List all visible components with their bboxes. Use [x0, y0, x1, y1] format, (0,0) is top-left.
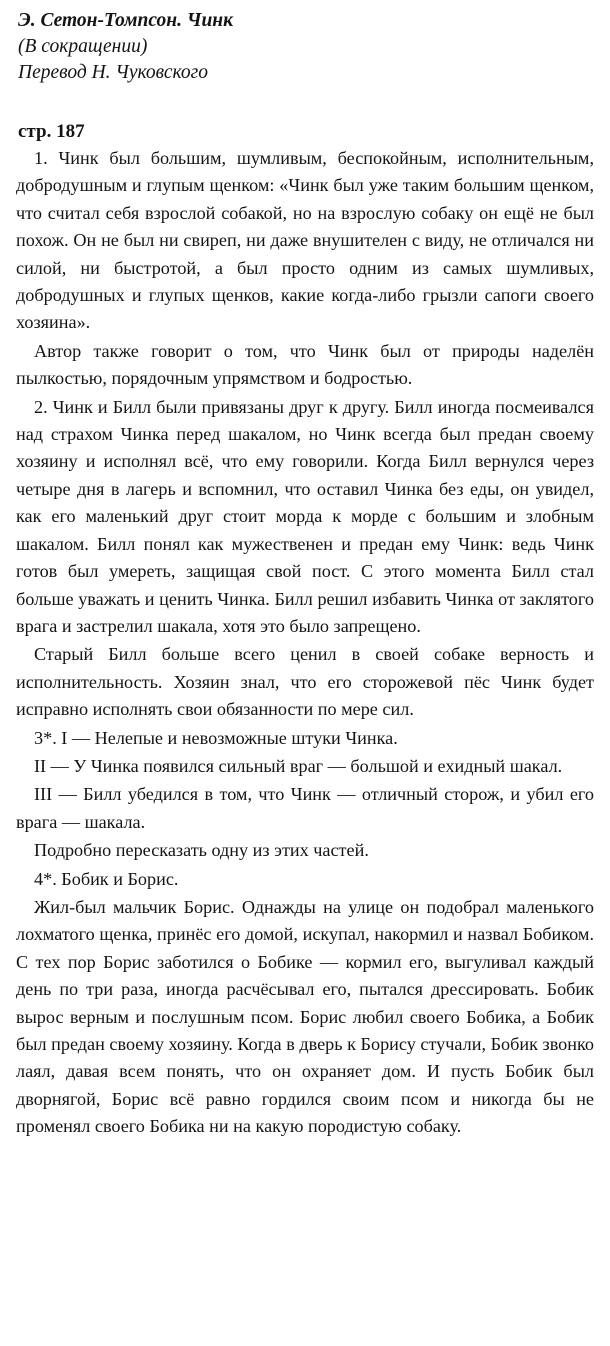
paragraph-6: II — У Чинка появился сильный враг — большой и ехидный шакал.: [34, 755, 563, 776]
translator-note: Перевод Н. Чуковского: [18, 62, 208, 83]
paragraph-2: Автор также говорит о том, что Чинк был от природы наделён пылкостью, порядочным упрямством и бодростью.: [16, 340, 594, 389]
paragraph-5: 3*. I — Нелепые и невозможные штуки Чинка.: [34, 727, 398, 748]
paragraph-1: 1. Чинк был большим, шумливым, беспокойным, исполнительным, добродушным и глупым щенком: «Чинк был уже таким большим щенком, что считал себя взрослой собакой, но на взрослую собаку он ещё не был похож. Он не был ни свиреп, ни даже внушителен с виду, не отличался ни силой, ни быстротой, а был просто одним из самых шумливых, добродушных и глупых щенков, какие когда-либо грызли сапоги своего хозяина».: [16, 148, 594, 333]
work-header: [18, 8, 578, 86]
paragraph-10: Жил-был мальчик Борис. Однажды на улице он подобрал маленького лохматого щенка, принёс его домой, искупал, накормил и назвал Бобиком. С тех пор Борис заботился о Бобике — кормил его, выгуливал каждый день по три раза, иногда расчёсывал его, пытался дрессировать. Бобик вырос верным и послушным псом. Борис любил своего Бобика, а Бобик был предан своему хозяину. Когда в дверь к Борису стучали, Бобик звонко лаял, давая всем понять, что он охраняет дом. И пусть Бобик был дворнягой, Борис всё равно гордился своим псом и никогда бы не променял своего Бобика ни на какую породистую собаку.: [16, 896, 594, 1137]
paragraph-7: III — Билл убедился в том, что Чинк — отличный сторож, и убил его врага — шакала.: [16, 784, 594, 832]
abridged-note: (В сокращении): [18, 36, 148, 57]
paragraph-8: Подробно пересказать одну из этих частей.: [34, 840, 369, 861]
answer-body: [16, 118, 594, 1141]
paragraph-4: Старый Билл больше всего ценил в своей собаке верность и исполнительность. Хозяин знал, что его сторожевой пёс Чинк будет исправно исполнять свои обязанности по мере сил.: [16, 644, 594, 720]
paragraph-3: 2. Чинк и Билл были привязаны друг к другу. Билл иногда посмеивался над страхом Чинка перед шакалом, но Чинк всегда был предан своему хозяину и исполнял всё, что ему говорили. Когда Билл вернулся через четыре дня в лагерь и вспомнил, что оставил Чинка без еды, он увидел, как его маленький друг стоит морда к морде с большим и злобным шакалом. Билл понял как мужественен и предан ему Чинк: ведь Чинк готов был умереть, защищая свой пост. С этого момента Билл стал больше уважать и ценить Чинка. Билл решил избавить Чинка от заклятого врага и застрелил шакала, хотя это было запрещено.: [16, 396, 594, 636]
author-title: Э. Сетон-Томпсон. Чинк: [18, 10, 234, 31]
page-reference: стр. 187: [18, 121, 85, 142]
paragraph-9: 4*. Бобик и Борис.: [34, 868, 179, 889]
